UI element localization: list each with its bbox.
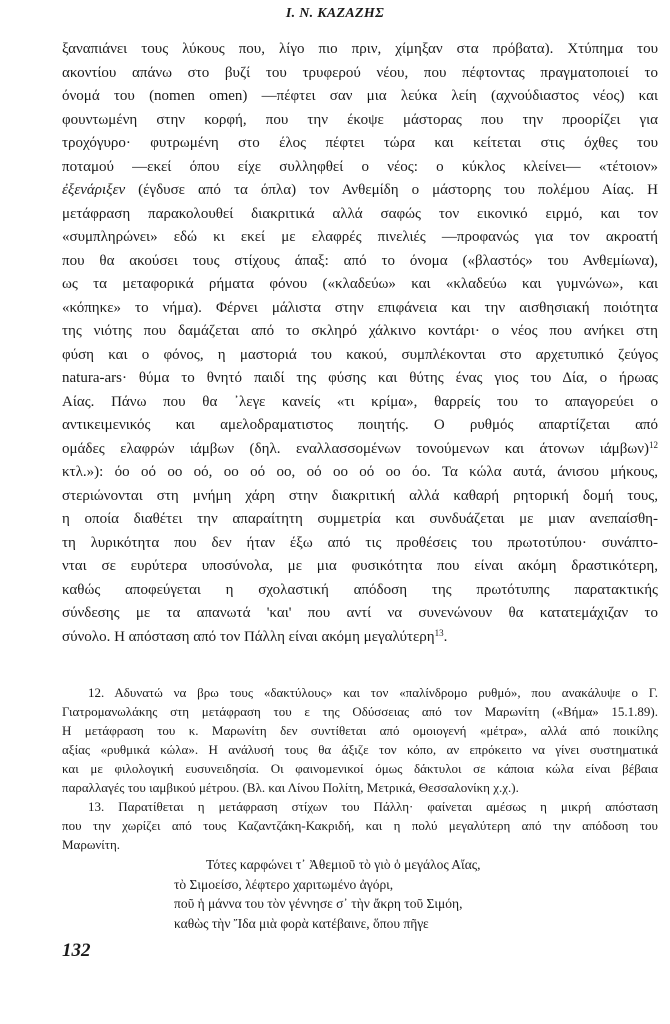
footnote-line-text: Γιατρομανωλάκης στη μετάφραση του ε της Οδύσσειας από τον Μαρωνίτη («Βήμα» 15.1.89). (62, 704, 658, 719)
footnote-line (62, 683, 658, 702)
text-line-text: που θα ακούσει τους στίχους άπαξ: από το όνομα («βλαστός» του Ανθεμίωνα), (62, 252, 658, 269)
poem-line-text: τὸ Σιμοείσο, λέφτερο χαριτωμένο ἀγόρι, (174, 876, 394, 892)
text-line-text: ως τα μεταφορικά ρήματα φόνου («κλαδεύω» και «κλαδεύω και γυμνώνω», και (62, 276, 658, 292)
text-line-text: καθώς αποφεύγεται η σχολαστική απόδοση της πρωτότυπης παρατακτικής (62, 581, 658, 598)
text-line-text: φύση και ο φόνος, η μαστοριά του κακού, συμπλέκονται στο αρχετυπικό ζεύγος (62, 346, 658, 363)
text-line-text: ακοντίου απάνω στο βυζί του τρυφερού νέου, που πέφτοντας πραγματοποιεί το (62, 64, 658, 81)
text-line (62, 226, 658, 250)
text-line (62, 38, 658, 62)
poem-line (174, 855, 480, 875)
text-line (62, 85, 658, 109)
text-line (62, 179, 658, 203)
text-line (62, 414, 658, 438)
text-line-text: αντικειμενικός και αμελοδραματιστος ποιητής. Ο ρυθμός απαρτίζεται από (62, 417, 658, 433)
text-line-italic: ἐξενάριξεν (62, 182, 126, 198)
text-line-text: ξαναπιάνει τους λύκους που, λίγο πιο πριν, χίμηξαν στα πρόβατα). Χτύπημα του (62, 41, 658, 57)
footnotes (62, 683, 658, 854)
text-line-text: «κόπηκε» το νήμα). Φέρνει μάλιστα στην επιφάνεια και την αισθησιακή ποιότητα (62, 299, 658, 316)
text-line (62, 532, 658, 556)
text-line (62, 297, 658, 321)
text-line (62, 579, 658, 603)
footnote-line (62, 835, 658, 854)
poem-line-text: Τότες καρφώνει τ᾽ Ἀθεμιοῦ τὸ γιὸ ὁ μεγάλος Αἴας, (206, 857, 481, 872)
page-number: 132 (62, 940, 91, 961)
poem-line (174, 914, 480, 934)
text-line-text: ομάδες ελαφρών ιάμβων (δηλ. εναλλασσομένων τονούμενων και άτονων ιάμβων) (62, 440, 649, 457)
text-line (62, 438, 658, 462)
text-line (62, 508, 658, 532)
text-line (62, 626, 658, 650)
text-line-text: στεριώνονται στη μνήμη χάρη στην διακριτική αλλά καθαρή ρητορική δομή τους, (62, 487, 658, 504)
poem-line-text: ποῦ ἡ μάννα του τὸν γέννησε σ᾽ τὴν ἄκρη τοῦ Σιμόη, (174, 896, 463, 911)
footnote-line-text: 13. Παρατίθεται η μετάφραση στίχων του Πάλλη· φαίνεται αμέσως η μικρή απόσταση (88, 799, 658, 814)
text-line-text: (έγδυσε από τα όπλα) τον Ανθεμίδη ο μάστορης του πολέμου Αίας. Η (125, 182, 658, 198)
footnote-line-text: που την χωρίζει από τους Καζαντζάκη-Κακριδή, και η πολύ μεγαλύτερη από την απόδοση του (62, 818, 658, 833)
text-line-text: Αίας. Πάνω που θα ᾽λεγε κανείς «τι κρίμα», θαρρείς του το απαγορεύει ο (62, 393, 658, 410)
main-text (62, 38, 658, 649)
text-line (62, 132, 658, 156)
footnote-line-text: Η μετάφραση του κ. Μαρωνίτη δεν συντίθεται από ομοιογενή «μέτρα», αλλά από ποικίλης (62, 723, 658, 738)
text-line-text: η οποία διαθέτει την απαραίτητη συμμετρία και συνδυάζεται με μιαν ανεπαίσθη- (62, 511, 658, 527)
footnote-line (62, 740, 658, 759)
text-line (62, 367, 658, 391)
footnote-line-text: αξίας «ρυθμικά κώλα». Η ανάλυσή τους θα άξιζε τον κόπο, αν επρόκειτο να γίνει συστηματικά (62, 742, 658, 757)
quoted-poem (174, 855, 480, 933)
text-line-text: μετάφραση παρακολουθεί διακριτικά αλλά σαφώς τον εικονικό ειρμό, και τον (62, 205, 658, 222)
poem-line (174, 875, 480, 895)
poem-line-text: καθὼς τὴν Ἴδα μιὰ φορὰ κατέβαινε, ὅπου πῆγε (174, 915, 429, 931)
text-line (62, 109, 658, 133)
text-line (62, 320, 658, 344)
text-line (62, 391, 658, 415)
footnote-line-text: και με φιλολογική ευσυνειδησία. Οι φαινομενικοί όμως δάκτυλοι σε κάποια κώλα είναι βέβαια (62, 761, 658, 776)
text-line (62, 62, 658, 86)
text-line (62, 250, 658, 274)
footnote-line (62, 702, 658, 721)
text-line-text: τροχόγυρο· φυτρωμένη στο έλος πέφτει τώρα και κείτεται στις όχθες του (62, 135, 658, 151)
text-line-text: όνομά του (nomen omen) —πέφτει σαν μια λεύκα λείη (αχνούδιαστος νέος) και (62, 88, 658, 104)
footnote-line (62, 816, 658, 835)
text-line (62, 344, 658, 368)
text-line-text: ποταμού —εκεί όπου είχε συλληφθεί ο νέος: ο κύκλος κλείνει— «τέτοιον» (62, 158, 658, 175)
text-line-text: σύνολο. Η απόσταση από τον Πάλλη είναι ακόμη μεγαλύτερη (62, 628, 435, 645)
text-line (62, 485, 658, 509)
footnote-ref: 12 (649, 439, 658, 450)
text-line-text: φουντωμένη στην κορφή, που την έκοψε μάστορας που την προορίζει για (62, 111, 658, 128)
text-line-text: νται σε ευρύτερα υποσύνολα, με μια φυσικότητα που είναι ακόμη δραστικότερη, (62, 558, 658, 574)
text-line-text: κτλ.»): όο οό οο οό, οο οό οο, οό οο οό οο όο. Τα κώλα αυτά, άνισου μήκους, (62, 464, 658, 480)
text-line (62, 461, 658, 485)
text-line-text: natura-ars· θύμα το θνητό παιδί της φύσης και θύτης ένας γιος του Δία, ο ήρωας (62, 370, 658, 386)
poem-line (174, 894, 480, 914)
footnote-ref: 13 (434, 627, 444, 638)
text-line-tail: . (443, 628, 448, 645)
footnote-line-text: παραλλαγές του ιαμβικού μέτρου. (Βλ. και Λίνου Πολίτη, Μετρικά, Θεσσαλονίκη χ.χ.). (62, 780, 519, 795)
text-line (62, 273, 658, 297)
running-header: Ι. Ν. ΚΑΖΑΖΗΣ (285, 6, 385, 21)
footnote-line (62, 797, 658, 816)
text-line-text: «συμπληρώνει» εδώ κι εκεί με ελαφρές πινελιές —προφανώς για τον ακροατή (62, 229, 658, 245)
footnote-line (62, 778, 658, 797)
footnote-line (62, 721, 658, 740)
text-line-text: τη λυρικότητα που δεν ήταν έξω από τις προθέσεις του πρωτοτύπου· συνάπτο- (62, 534, 658, 551)
footnote-line (62, 759, 658, 778)
text-line (62, 156, 658, 180)
footnote-line-text: 12. Αδυνατώ να βρω τους «δακτύλους» και τον «παλίνδρομο ρυθμό», που ανακάλυψε ο Γ. (88, 685, 658, 700)
text-line (62, 602, 658, 626)
text-line (62, 555, 658, 579)
footnote-line-text: Μαρωνίτη. (62, 837, 121, 852)
text-line (62, 203, 658, 227)
text-line-text: της νιότης που δαμάζεται από το σκληρό χάλκινο κοντάρι· ο νέος που ανήκει στη (62, 323, 658, 339)
text-line-text: σύνδεσης με τα απανωτά 'και' που αντί να συνενώνουν θα κατατεμάχιζαν το (62, 605, 658, 621)
